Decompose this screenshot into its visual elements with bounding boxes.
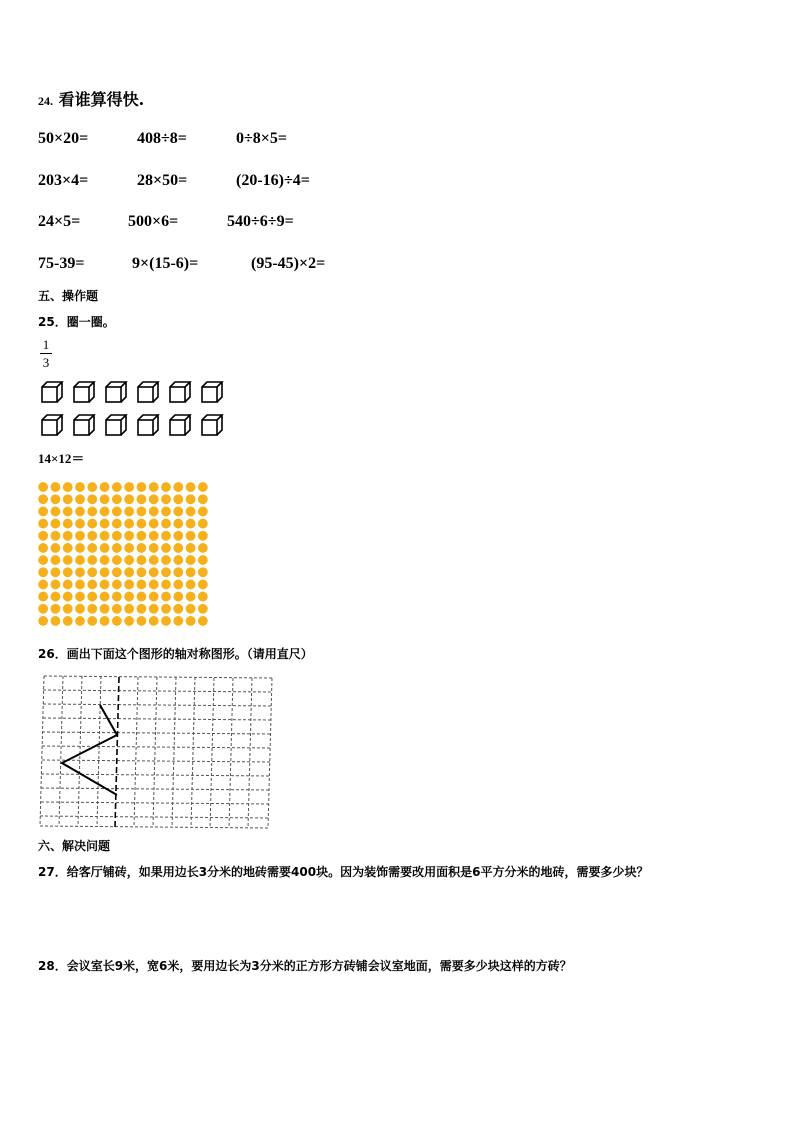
equation: 408÷8= (137, 130, 187, 147)
equation: 75-39= (38, 255, 85, 272)
dot[interactable] (75, 494, 85, 504)
dot[interactable] (137, 519, 147, 529)
dot[interactable] (112, 604, 122, 614)
multiplication-prompt: 14×12＝ (38, 451, 85, 466)
dot[interactable] (186, 494, 196, 504)
dot-array (37, 481, 209, 627)
dot[interactable] (51, 567, 61, 577)
cube-icon[interactable] (40, 413, 64, 437)
fraction-bar (40, 353, 52, 354)
dot[interactable] (112, 567, 122, 577)
question-24-title (38, 87, 144, 110)
dot[interactable] (75, 555, 85, 565)
dot[interactable] (38, 519, 48, 529)
dot[interactable] (124, 616, 134, 626)
dot[interactable] (186, 580, 196, 590)
dot[interactable] (149, 482, 159, 492)
dot[interactable] (161, 592, 171, 602)
dot[interactable] (149, 567, 159, 577)
dot[interactable] (137, 567, 147, 577)
dot[interactable] (149, 531, 159, 541)
dot[interactable] (87, 567, 97, 577)
dot[interactable] (87, 543, 97, 553)
dot[interactable] (63, 482, 73, 492)
dot[interactable] (161, 531, 171, 541)
dot[interactable] (124, 555, 134, 565)
equation: 9×(15-6)= (132, 255, 199, 272)
cube-icon[interactable] (136, 413, 160, 437)
dot[interactable] (63, 580, 73, 590)
dot[interactable] (173, 519, 183, 529)
dot[interactable] (100, 555, 110, 565)
dot[interactable] (198, 580, 208, 590)
question-27: 27．给客厅铺砖，如果用边长3分米的地砖需要400块。因为装饰需要改用面积是6平方分米的地砖，需要多少块？ (38, 865, 649, 879)
dot[interactable] (112, 616, 122, 626)
cube-icon[interactable] (200, 413, 224, 437)
dot[interactable] (75, 519, 85, 529)
dot[interactable] (198, 543, 208, 553)
dot[interactable] (198, 592, 208, 602)
dot[interactable] (124, 592, 134, 602)
dot[interactable] (51, 519, 61, 529)
dot[interactable] (100, 507, 110, 517)
cube-icon[interactable] (136, 380, 160, 404)
dot[interactable] (38, 543, 48, 553)
grid-lines (40, 676, 272, 828)
dot[interactable] (198, 604, 208, 614)
equation: 50×20= (38, 130, 89, 147)
dot[interactable] (173, 543, 183, 553)
dot[interactable] (38, 482, 48, 492)
dot[interactable] (87, 616, 97, 626)
dot[interactable] (75, 543, 85, 553)
dot[interactable] (161, 519, 171, 529)
dot[interactable] (100, 616, 110, 626)
dot[interactable] (149, 592, 159, 602)
dot[interactable] (38, 567, 48, 577)
dot[interactable] (186, 507, 196, 517)
dot[interactable] (149, 543, 159, 553)
cube-icon[interactable] (168, 413, 192, 437)
dot[interactable] (124, 531, 134, 541)
dot[interactable] (100, 519, 110, 529)
cube-icon[interactable] (104, 380, 128, 404)
dot[interactable] (100, 494, 110, 504)
dot[interactable] (149, 604, 159, 614)
dot[interactable] (112, 531, 122, 541)
dot[interactable] (186, 555, 196, 565)
dot[interactable] (173, 531, 183, 541)
dot[interactable] (186, 531, 196, 541)
fraction (40, 337, 52, 370)
dot[interactable] (87, 507, 97, 517)
question-28: 28．会议室长9米，宽6米，要用边长为3分米的正方形方砖铺会议室地面，需要多少块这样的方砖？ (38, 959, 572, 973)
dot[interactable] (87, 482, 97, 492)
dot[interactable] (51, 580, 61, 590)
symmetry-grid[interactable] (38, 673, 274, 829)
dot[interactable] (149, 555, 159, 565)
dot[interactable] (100, 482, 110, 492)
dot[interactable] (161, 555, 171, 565)
dot[interactable] (38, 507, 48, 517)
dot[interactable] (100, 543, 110, 553)
dot[interactable] (87, 519, 97, 529)
dot[interactable] (198, 507, 208, 517)
dot[interactable] (87, 555, 97, 565)
cube-icon[interactable] (168, 380, 192, 404)
section-heading-5: 五、操作题 (38, 289, 99, 303)
cube-icon[interactable] (40, 380, 64, 404)
dot[interactable] (100, 580, 110, 590)
dot[interactable] (149, 519, 159, 529)
dot[interactable] (100, 531, 110, 541)
dot[interactable] (137, 531, 147, 541)
dot[interactable] (186, 567, 196, 577)
dot[interactable] (63, 507, 73, 517)
dot[interactable] (173, 567, 183, 577)
cube-icon[interactable] (200, 380, 224, 404)
equation: 500×6= (128, 213, 179, 230)
dot[interactable] (100, 604, 110, 614)
dot[interactable] (63, 592, 73, 602)
dot[interactable] (51, 543, 61, 553)
dot[interactable] (161, 507, 171, 517)
dot[interactable] (124, 567, 134, 577)
dot[interactable] (112, 580, 122, 590)
dot[interactable] (149, 616, 159, 626)
dot[interactable] (51, 592, 61, 602)
dot[interactable] (75, 580, 85, 590)
dot[interactable] (161, 482, 171, 492)
dot[interactable] (124, 543, 134, 553)
dot[interactable] (161, 567, 171, 577)
fraction-numerator: 1 (42, 337, 50, 352)
question-25-title: 25．圈一圈。 (38, 315, 115, 329)
dot[interactable] (186, 482, 196, 492)
dot[interactable] (51, 604, 61, 614)
dot[interactable] (149, 580, 159, 590)
dot[interactable] (75, 531, 85, 541)
dot[interactable] (198, 531, 208, 541)
dot[interactable] (124, 604, 134, 614)
dot[interactable] (51, 482, 61, 492)
dot[interactable] (149, 507, 159, 517)
dot[interactable] (87, 580, 97, 590)
dot[interactable] (173, 616, 183, 626)
dot[interactable] (38, 616, 48, 626)
dot[interactable] (137, 580, 147, 590)
dot[interactable] (87, 531, 97, 541)
dot[interactable] (137, 507, 147, 517)
dot[interactable] (137, 494, 147, 504)
dot[interactable] (112, 494, 122, 504)
dot[interactable] (198, 567, 208, 577)
dot[interactable] (112, 519, 122, 529)
dot[interactable] (198, 519, 208, 529)
dot[interactable] (51, 555, 61, 565)
dot[interactable] (173, 555, 183, 565)
dot[interactable] (100, 567, 110, 577)
dot[interactable] (38, 531, 48, 541)
cube-icon[interactable] (72, 413, 96, 437)
dot[interactable] (75, 567, 85, 577)
dot[interactable] (63, 494, 73, 504)
dot[interactable] (38, 604, 48, 614)
dot[interactable] (75, 482, 85, 492)
question-number: 24. (38, 94, 53, 108)
dot[interactable] (186, 604, 196, 614)
dot[interactable] (161, 604, 171, 614)
cube-icon[interactable] (72, 380, 96, 404)
dot[interactable] (112, 543, 122, 553)
dot[interactable] (112, 482, 122, 492)
cube-icon[interactable] (104, 413, 128, 437)
equation: 28×50= (137, 172, 188, 189)
dot[interactable] (63, 519, 73, 529)
dot[interactable] (124, 507, 134, 517)
dot[interactable] (149, 494, 159, 504)
fraction-denominator: 3 (42, 355, 50, 370)
equation: (20-16)÷4= (236, 172, 310, 189)
dot[interactable] (38, 494, 48, 504)
dot[interactable] (63, 567, 73, 577)
dot[interactable] (75, 592, 85, 602)
dot[interactable] (137, 543, 147, 553)
dot[interactable] (63, 616, 73, 626)
dot[interactable] (63, 531, 73, 541)
dot[interactable] (51, 531, 61, 541)
dot[interactable] (38, 580, 48, 590)
dot[interactable] (198, 555, 208, 565)
dot[interactable] (161, 616, 171, 626)
dot[interactable] (75, 604, 85, 614)
dot[interactable] (51, 616, 61, 626)
dot[interactable] (124, 519, 134, 529)
dot[interactable] (51, 507, 61, 517)
equation: 24×5= (38, 213, 81, 230)
dot[interactable] (124, 482, 134, 492)
dot[interactable] (75, 616, 85, 626)
dot[interactable] (87, 604, 97, 614)
dot[interactable] (173, 482, 183, 492)
dot[interactable] (161, 580, 171, 590)
dot[interactable] (38, 555, 48, 565)
dot[interactable] (112, 592, 122, 602)
dot[interactable] (173, 494, 183, 504)
question-26-title: 26．画出下面这个图形的轴对称图形。（请用直尺） (38, 647, 313, 661)
dot[interactable] (63, 543, 73, 553)
section-heading-6: 六、解决问题 (38, 839, 111, 853)
dot[interactable] (137, 616, 147, 626)
dot[interactable] (63, 555, 73, 565)
dot[interactable] (186, 592, 196, 602)
dot[interactable] (137, 555, 147, 565)
dot[interactable] (75, 507, 85, 517)
question-text: 看谁算得快. (58, 90, 145, 109)
dot[interactable] (51, 494, 61, 504)
dot[interactable] (137, 592, 147, 602)
dot[interactable] (186, 616, 196, 626)
dot[interactable] (124, 494, 134, 504)
dot[interactable] (186, 519, 196, 529)
dot[interactable] (137, 604, 147, 614)
dot[interactable] (173, 604, 183, 614)
dot[interactable] (161, 494, 171, 504)
dot[interactable] (173, 592, 183, 602)
dot[interactable] (173, 580, 183, 590)
equation: 203×4= (38, 172, 89, 189)
dot[interactable] (112, 507, 122, 517)
symmetry-axis (115, 677, 119, 827)
dot[interactable] (87, 592, 97, 602)
dot[interactable] (124, 580, 134, 590)
dot[interactable] (38, 592, 48, 602)
dot[interactable] (100, 592, 110, 602)
dot[interactable] (63, 604, 73, 614)
equation: 0÷8×5= (236, 130, 288, 147)
dot[interactable] (198, 616, 208, 626)
equation: (95-45)×2= (251, 255, 326, 272)
equation: 540÷6÷9= (227, 213, 294, 230)
dot[interactable] (198, 482, 208, 492)
dot[interactable] (161, 543, 171, 553)
dot[interactable] (137, 482, 147, 492)
dot[interactable] (112, 555, 122, 565)
dot[interactable] (198, 494, 208, 504)
dot[interactable] (186, 543, 196, 553)
dot[interactable] (87, 494, 97, 504)
dot[interactable] (173, 507, 183, 517)
